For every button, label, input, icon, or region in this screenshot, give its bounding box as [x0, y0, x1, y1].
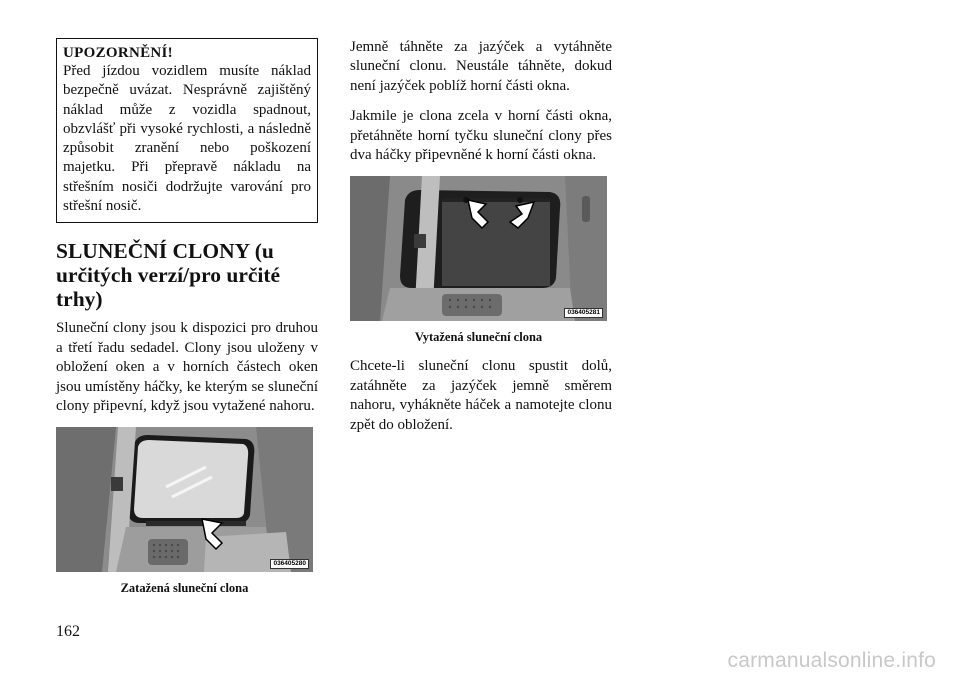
figure-code: 036405280 [270, 559, 309, 569]
warning-text: Před jízdou vozidlem musíte náklad bezpečně uvázat. Nesprávně zajištěný náklad může z vozidla spadnout, obzvlášť při vysoké rychlosti, a následně způsobit zranění nebo poškození majetku. Při přepravě nákladu na střešním nosiči dodržujte varování pro střešní nosič. [63, 63, 311, 215]
section-intro: Sluneční clony jsou k dispozici pro druhou a třetí řadu sedadel. Clony jsou uloženy v obložení oken a v horních částech oken jsou umístěny háčky, ke kterým se sluneční clony připevní, když jsou vytažené nahoru. [56, 320, 318, 414]
figure-caption: Vytažená sluneční clona [414, 330, 543, 345]
warning-title: UPOZORNĚNÍ! [63, 45, 173, 61]
paragraph-retract: Chcete-li sluneční clonu spustit dolů, zatáhněte za jazýček jemně směrem nahoru, vyhákněte háček a namotejte clonu zpět do obložení. [350, 358, 612, 433]
figure-sunshade-retracted [56, 427, 313, 572]
sunshade-extended-illustration [350, 176, 607, 321]
sunshade-retracted-illustration [56, 427, 313, 572]
section-heading: SLUNEČNÍ CLONY (u určitých verzí/pro určité trhy) [56, 239, 281, 312]
figure-caption: Zatažená sluneční clona [120, 581, 249, 596]
figure-sunshade-extended [350, 176, 607, 321]
figure-code: 036405281 [564, 308, 603, 318]
paragraph-hooks: Jakmile je clona zcela v horní části okna, přetáhněte horní tyčku sluneční clony přes dva háčky připevněné k horní části okna. [350, 108, 612, 164]
watermark: carmanualsonline.info [727, 649, 936, 672]
right-column [350, 38, 612, 446]
paragraph-pull-up: Jemně táhněte za jazýček a vytáhněte sluneční clonu. Neustále táhněte, dokud není jazýček poblíž horní části okna. [350, 39, 612, 94]
left-column [56, 38, 318, 596]
warning-box [56, 38, 318, 223]
page-number: 162 [56, 623, 80, 640]
